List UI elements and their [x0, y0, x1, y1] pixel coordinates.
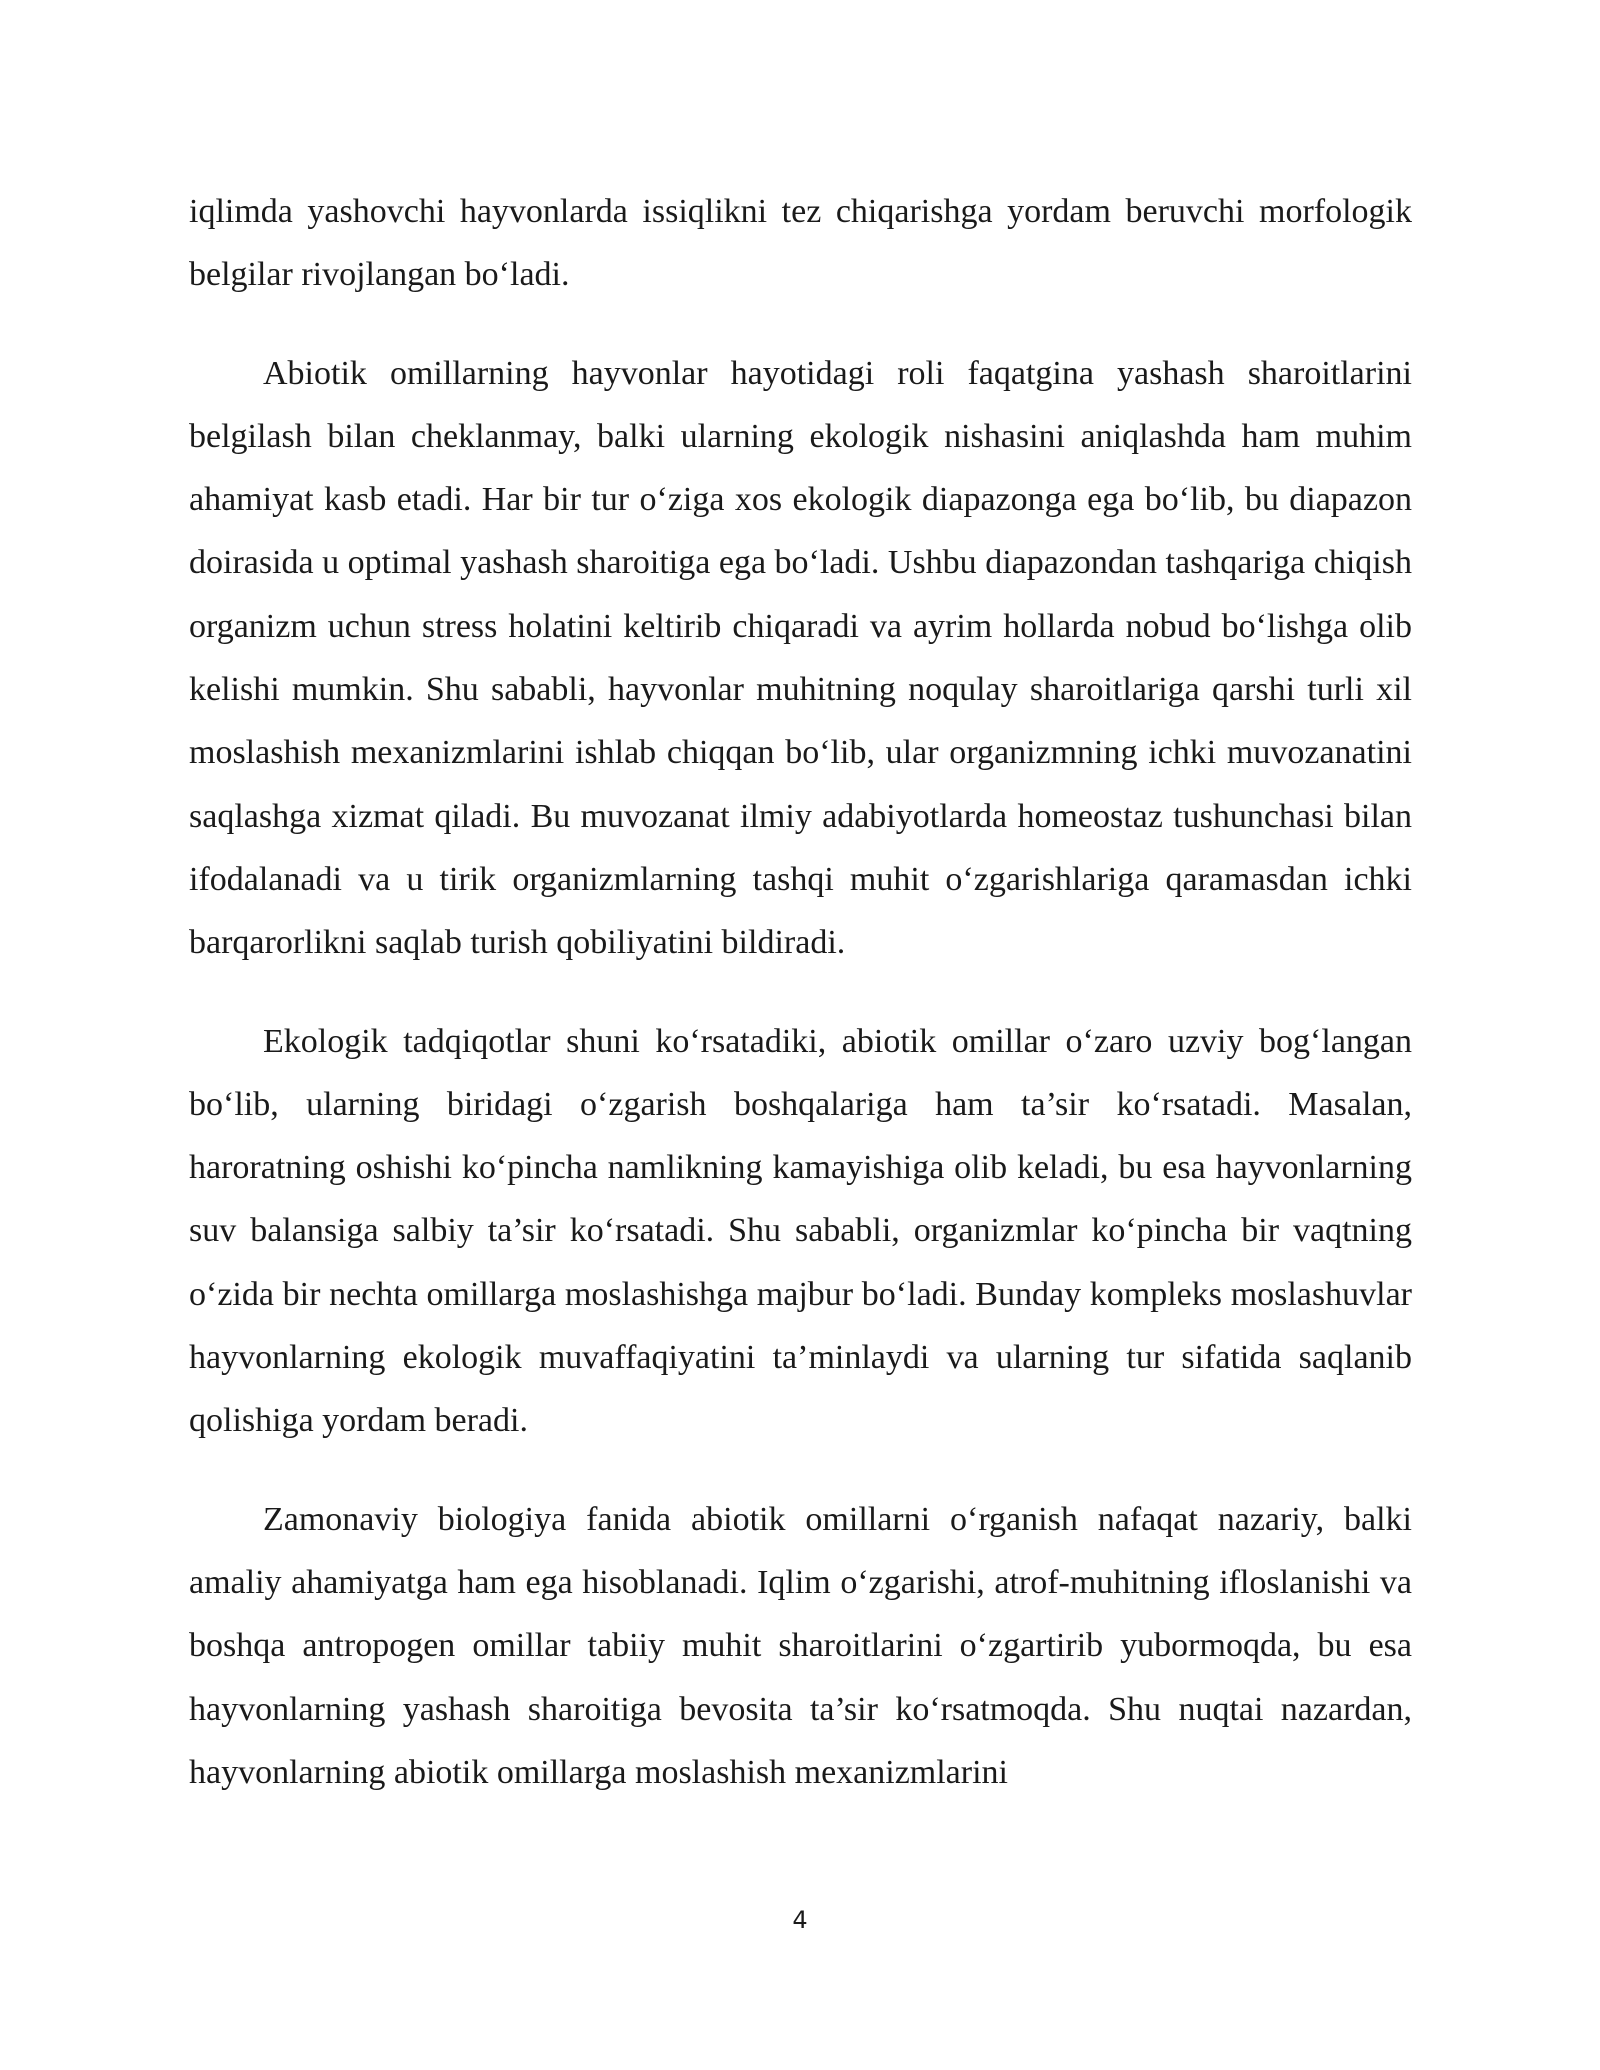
paragraph: Zamonaviy biologiya fanida abiotik omillarni o‘rganish nafaqat nazariy, balki amaliy ahamiyatga ham ega hisoblanadi. Iqlim o‘zgarishi, atrof-muhitning ifloslanishi va boshqa antropogen omillar tabiiy muhit sharoitlarini o‘zgartirib yubormoqda, bu esa hayvonlarning yashash sharoitiga bevosita ta’sir ko‘rsatmoqda. Shu nuqtai nazardan, hayvonlarning abiotik omillarga moslashish mexanizmlarini — [189, 1500, 1412, 1791]
paragraph: Abiotik omillarning hayvonlar hayotidagi roli faqatgina yashash sharoitlarini belgilash bilan cheklanmay, balki ularning ekologik nishasini aniqlashda ham muhim ahamiyat kasb etadi. Har bir tur o‘ziga xos ekologik diapazonga ega bo‘lib, bu diapazon doirasida u optimal yashash sharoitiga ega bo‘ladi. Ushbu diapazondan tashqariga chiqish organizm uchun stress holatini keltirib chiqaradi va ayrim hollarda nobud bo‘lishga olib kelishi mumkin. Shu sababli, hayvonlar muhitning noqulay sharoitlariga qarshi turli xil moslashish mexanizmlarini ishlab chiqqan bo‘lib, ular organizmning ichki muvozanatini saqlashga xizmat qiladi. Bu muvozanat ilmiy adabiyotlarda homeostaz tushunchasi bilan ifodalanadi va u tirik organizmlarning tashqi muhit o‘zgarishlariga qaramasdan ichki barqarorlikni saqlab turish qobiliyatini bildiradi. — [189, 354, 1412, 962]
page-number: 4 — [792, 1906, 808, 1934]
body-text — [189, 180, 1412, 1839]
paragraph: Ekologik tadqiqotlar shuni ko‘rsatadiki, abiotik omillar o‘zaro uzviy bog‘langan bo‘lib, ularning biridagi o‘zgarish boshqalariga ham ta’sir ko‘rsatadi. Masalan, haroratning oshishi ko‘pincha namlikning kamayishiga olib keladi, bu esa hayvonlarning suv balansiga salbiy ta’sir ko‘rsatadi. Shu sababli, organizmlar ko‘pincha bir vaqtning o‘zida bir nechta omillarga moslashishga majbur bo‘ladi. Bunday kompleks moslashuvlar hayvonlarning ekologik muvaffaqiyatini ta’minlaydi va ularning tur sifatida saqlanib qolishiga yordam beradi. — [189, 1022, 1412, 1440]
paragraph-continuation: iqlimda yashovchi hayvonlarda issiqlikni tez chiqarishga yordam beruvchi morfologik belgilar rivojlangan bo‘ladi. — [189, 193, 1412, 294]
